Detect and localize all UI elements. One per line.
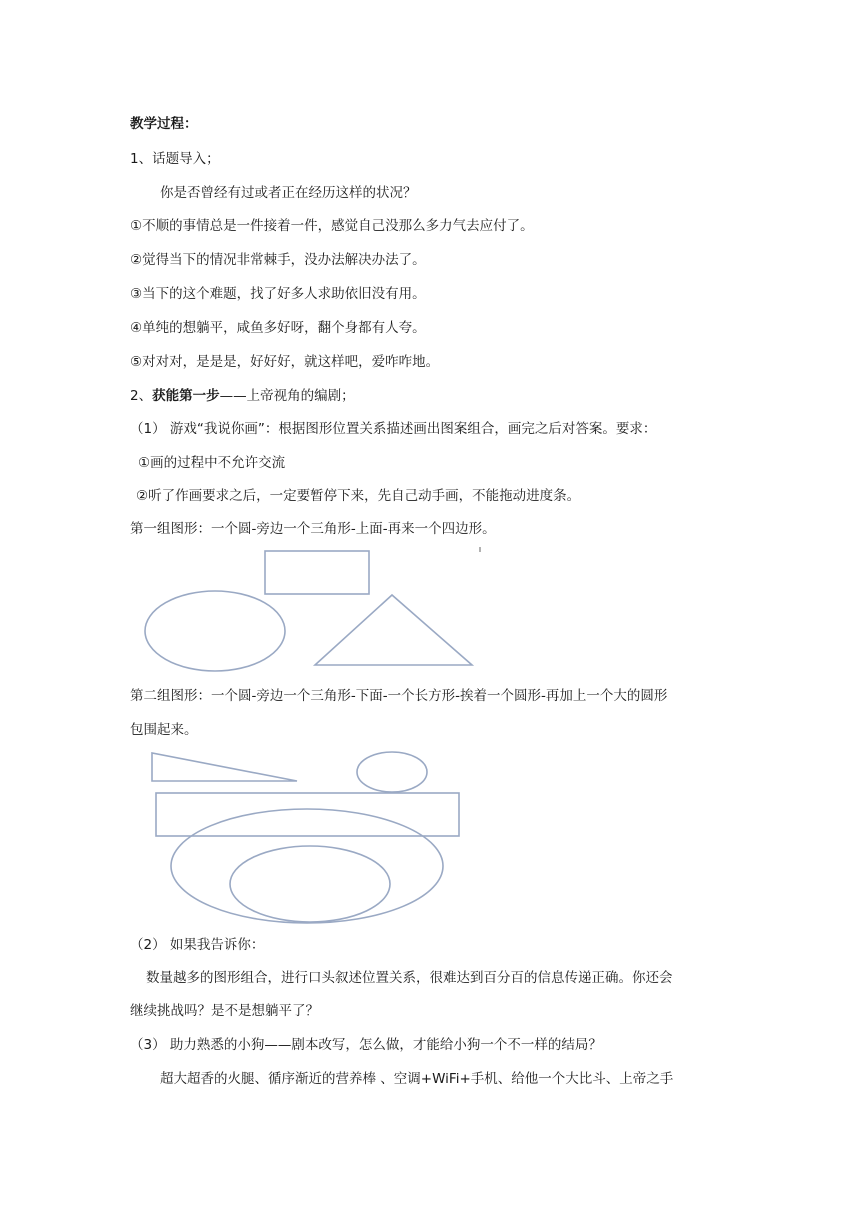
section-2-bold: 获能第一步 — [152, 388, 220, 404]
topic-intro-title: 1、话题导入； — [130, 151, 220, 167]
part-2-title: （2） 如果我告诉你： — [130, 937, 265, 953]
rectangle-shape — [265, 551, 369, 594]
group-2-figure — [145, 745, 470, 925]
rule-2: ②听了作画要求之后，一定要暂停下来，先自己动手画，不能拖动进度条。 — [136, 488, 581, 504]
inner-circle-shape — [230, 846, 390, 922]
triangle-shape — [315, 595, 472, 665]
list-item: ⑤对对对，是是是，好好好，就这样吧，爱咋咋地。 — [130, 354, 440, 370]
part-2-text: 数量越多的图形组合，进行口头叙述位置关系，很难达到百分百的信息传递正确。你还会 — [146, 970, 673, 986]
topic-intro-question: 你是否曾经有过或者正在经历这样的状况？ — [160, 185, 417, 201]
list-item: ②觉得当下的情况非常棘手，没办法解决办法了。 — [130, 252, 426, 268]
section-2-prefix: 2、 — [130, 388, 153, 404]
group-2-description-cont: 包围起来。 — [130, 722, 198, 738]
part-2-text-cont: 继续挑战吗？是不是想躺平了？ — [130, 1003, 319, 1019]
rule-1: ①画的过程中不允许交流 — [138, 455, 286, 471]
part-3-text: 超大超香的火腿、循序渐近的营养棒 、空调+WiFi+手机、给他一个大比斗、上帝之手 — [160, 1071, 674, 1087]
list-item: ④单纯的想躺平，咸鱼多好呀，翻个身都有人夸。 — [130, 320, 426, 336]
section-heading: 教学过程： — [130, 116, 198, 132]
section-2-rest: ——上帝视角的编剧； — [219, 388, 355, 404]
triangle-shape — [152, 753, 297, 781]
game-description: （1） 游戏“我说你画”：根据图形位置关系描述画出图案组合，画完之后对答案。要求： — [130, 421, 657, 437]
group-2-description: 第二组图形：一个圆-旁边一个三角形-下面-一个长方形-挨着一个圆形-再加上一个大的圆形 — [130, 688, 668, 704]
circle-shape — [145, 591, 285, 671]
group-1-figure — [140, 544, 485, 674]
list-item: ①不顺的事情总是一件接着一件，感觉自己没那么多力气去应付了。 — [130, 218, 534, 234]
part-3-title: （3） 助力熟悉的小狗——剧本改写，怎么做，才能给小狗一个不一样的结局？ — [130, 1037, 602, 1053]
list-item: ③当下的这个难题，找了好多人求助依旧没有用。 — [130, 286, 426, 302]
large-circle-shape — [171, 809, 443, 923]
section-2-title — [130, 387, 355, 405]
group-1-description: 第一组图形：一个圆-旁边一个三角形-上面-再来一个四边形。 — [130, 521, 496, 537]
small-circle-shape — [357, 752, 427, 792]
